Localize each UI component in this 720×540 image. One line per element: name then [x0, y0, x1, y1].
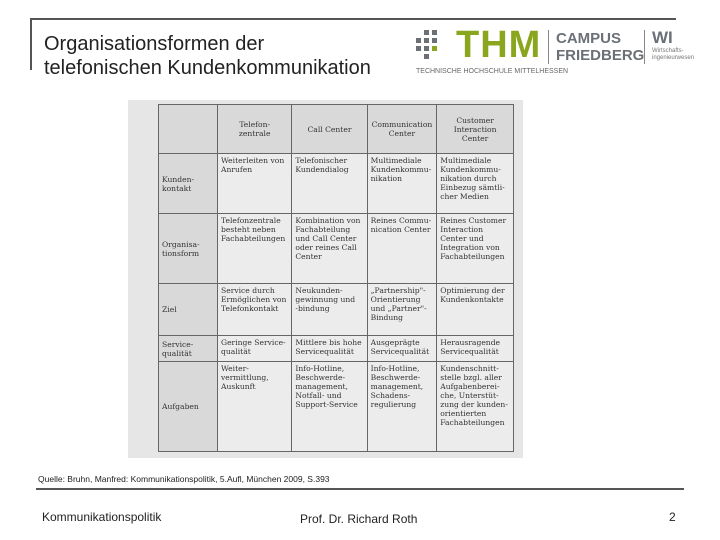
footer-author: Prof. Dr. Richard Roth — [300, 512, 418, 526]
table-corner — [159, 105, 218, 154]
page-title — [44, 32, 371, 80]
table-cell: Info-Hotline, Beschwerde- management, Schadens- regulierung — [367, 362, 437, 452]
page-title-line2: telefonischen Kundenkommunikation — [44, 57, 371, 79]
table-cell: Weiter- vermittlung, Auskunft — [218, 362, 292, 452]
row-header: Aufgaben — [159, 362, 218, 452]
column-header: Communication Center — [367, 105, 437, 154]
campus-line1: CAMPUS — [556, 30, 622, 47]
table-cell: Mittlere bis hohe Servicequalität — [292, 336, 367, 362]
wi-sub-line2: ingenieurwesen — [652, 55, 695, 61]
campus-line2: FRIEDBERG — [556, 47, 645, 64]
table-row — [159, 362, 514, 452]
table-row — [159, 214, 514, 284]
wi-sub-line1: Wirtschafts- — [652, 48, 684, 54]
thm-subtitle: TECHNISCHE HOCHSCHULE MITTELHESSEN — [416, 68, 569, 75]
table-row — [159, 154, 514, 214]
table-cell: Geringe Service- qualität — [218, 336, 292, 362]
table-cell: Service durch Ermöglichen von Telefonkontakt — [218, 284, 292, 336]
table-cell: Reines Customer Interaction Center und Integration von Fachabteilungen — [437, 214, 514, 284]
table-cell: „Partnership"- Orientierung und „Partner"- Bindung — [367, 284, 437, 336]
table-cell: Telefonzentrale besteht neben Fachabteilungen — [218, 214, 292, 284]
footer-course: Kommunikationspolitik — [42, 510, 162, 524]
row-header: Kunden- kontakt — [159, 154, 218, 214]
table-cell: Telefonischer Kundendialog — [292, 154, 367, 214]
source-citation: Quelle: Bruhn, Manfred: Kommunikationspolitik, 5.Aufl, München 2009, S.393 — [38, 474, 330, 484]
page-number: 2 — [669, 510, 676, 524]
logo-divider — [548, 30, 549, 64]
page-title-line1: Organisationsformen der — [44, 33, 265, 55]
table-cell: Kundenschnitt- stelle bzgl. aller Aufgabenberei- che, Unterstüt- zung der kunden- orientierten Fachabteilungen — [437, 362, 514, 452]
table-cell: Herausragende Servicequalität — [437, 336, 514, 362]
table-header-row — [159, 105, 514, 154]
table-cell: Kombination von Fachabteilung und Call Center oder reines Call Center — [292, 214, 367, 284]
table-cell: Weiterleiten von Anrufen — [218, 154, 292, 214]
scanned-table-image — [128, 100, 523, 458]
row-header: Ziel — [159, 284, 218, 336]
thm-logo — [414, 24, 704, 80]
table-cell: Info-Hotline, Beschwerde- management, Notfall- und Support-Service — [292, 362, 367, 452]
table-cell: Reines Commu- nication Center — [367, 214, 437, 284]
table-cell: Multimediale Kundenkommu- nikation — [367, 154, 437, 214]
row-header: Service- qualität — [159, 336, 218, 362]
table-cell: Neukunden- gewinnung und -bindung — [292, 284, 367, 336]
thm-grid-icon — [416, 30, 438, 60]
table-row — [159, 284, 514, 336]
column-header: Telefon- zentrale — [218, 105, 292, 154]
table-cell: Optimierung der Kundenkontakte — [437, 284, 514, 336]
column-header: Call Center — [292, 105, 367, 154]
table-cell: Multimediale Kundenkommu- nikation durch Einbezug sämtli- cher Medien — [437, 154, 514, 214]
campus-label — [556, 30, 644, 64]
table-cell: Ausgeprägte Servicequalität — [367, 336, 437, 362]
logo-divider — [644, 30, 645, 64]
footer-rule — [36, 488, 684, 490]
wi-subtitle — [652, 48, 694, 62]
wi-label: WI — [652, 28, 673, 47]
header-rule — [36, 18, 676, 20]
organisation-forms-table — [158, 104, 514, 452]
table-row — [159, 336, 514, 362]
thm-wordmark: THM — [456, 24, 542, 66]
column-header: Customer Interaction Center — [437, 105, 514, 154]
title-bracket — [30, 18, 38, 70]
row-header: Organisa- tionsform — [159, 214, 218, 284]
